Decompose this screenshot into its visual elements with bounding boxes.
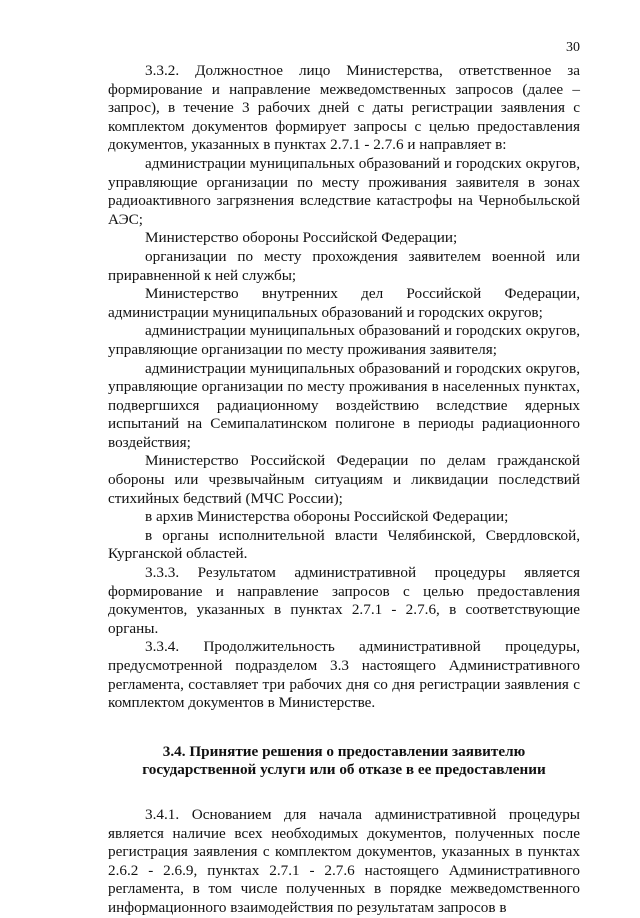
paragraph-3-4-1: 3.4.1. Основанием для начала административной процедуры является наличие всех необходимых документов, полученных после регистрация заявления с комплектом документов, указанных в пунктах 2.6.2 - 2.6.9, пунктах 2.7.1 - 2.7.6 настоящего Административного регламента, в том числе полученных в порядке межведомственного информационного взаимодействия по результатам запросов в	[108, 805, 580, 916]
list-item-military-service-organizations: организации по месту прохождения заявителем военной или приравненной к ней службы;	[108, 247, 580, 284]
paragraph-3-3-3: 3.3.3. Результатом административной процедуры является формирование и направление запросов с целью предоставления документов, указанных в пунктах 2.7.1 - 2.7.6, в соответствующие органы.	[108, 564, 580, 637]
list-item-semipalatinsk-administrations: администрации муниципальных образований и городских округов, управляющие организации по месту проживания в населенных пунктах, подвергшихся радиационному воздействию вследствие ядерных испытаний на Семипалатинском полигоне в периоды радиационного воздействия;	[108, 359, 580, 451]
page-number: 30	[566, 40, 580, 55]
section-heading-3-4	[108, 743, 580, 780]
list-item-emercom: Министерство Российской Федерации по делам гражданской обороны или чрезвычайным ситуациям и ликвидации последствий стихийных бедствий (МЧС России);	[108, 452, 580, 507]
list-item-defense-archive: в архив Министерства обороны Российской Федерации;	[145, 508, 509, 526]
document-body	[108, 62, 580, 918]
paragraph-3-3-4: 3.3.4. Продолжительность административной процедуры, предусмотренной подразделом 3.3 настоящего Административного регламента, составляет три рабочих дня со дня регистрации заявления с комплектом документов в Министерстве.	[108, 638, 580, 712]
heading-line-1: 3.4. Принятие решения о предоставлении заявителю	[162, 742, 526, 760]
list-item-interior-ministry: Министерство внутренних дел Российской Федерации, администрации муниципальных образований и городских округов;	[108, 285, 580, 321]
list-item-regional-authorities: в органы исполнительной власти Челябинской, Свердловской, Курганской областей.	[108, 526, 580, 563]
list-item-defense-ministry: Министерство обороны Российской Федерации;	[145, 229, 458, 247]
heading-line-2: государственной услуги или об отказе в ее предоставлении	[142, 761, 546, 779]
list-item-residence-administrations: администрации муниципальных образований и городских округов, управляющие организации по месту проживания заявителя;	[108, 322, 580, 358]
paragraph-3-3-2: 3.3.2. Должностное лицо Министерства, ответственное за формирование и направление межведомственных запросов (далее – запрос), в течение 3 рабочих дней с даты регистрации заявления с комплектом документов формирует запросы с целью предоставления документов, указанных в пунктах 2.7.1 - 2.7.6 и направляет в:	[108, 62, 580, 154]
list-item-chernobyl-administrations: администрации муниципальных образований и городских округов, управляющие организации по месту проживания заявителя в зонах радиоактивного загрязнения вследствие катастрофы на Чернобыльской АЭС;	[108, 154, 580, 228]
